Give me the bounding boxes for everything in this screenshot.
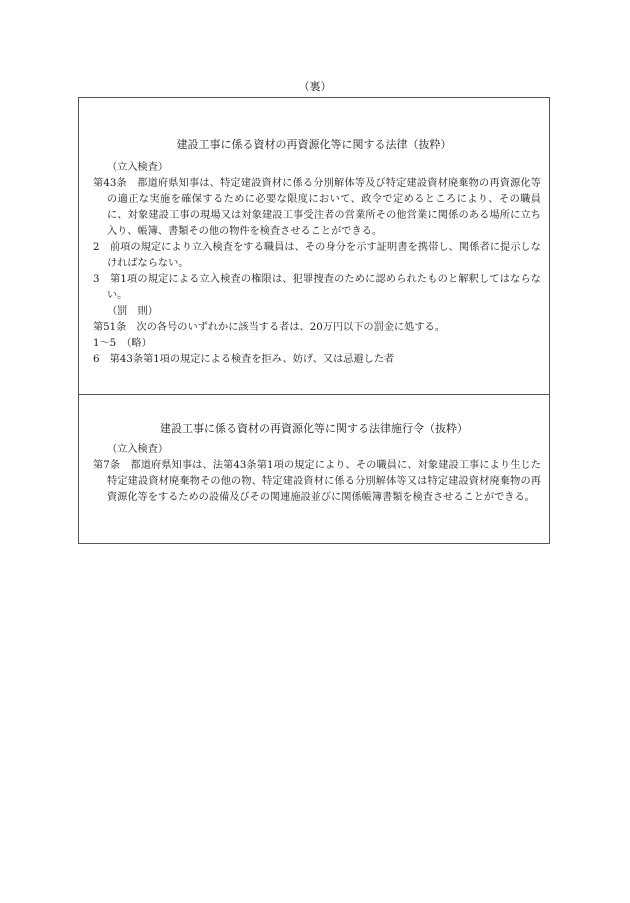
- heading-on-site-inspection: （立入検査）: [107, 162, 169, 173]
- ordinance-heading-on-site-inspection: （立入検査）: [107, 444, 169, 455]
- law-content: [79, 160, 549, 368]
- ordinance-title: 建設工事に係る資材の再資源化等に関する法律施行令（抜粋）: [160, 422, 468, 435]
- law-title: 建設工事に係る資材の再資源化等に関する法律（抜粋）: [176, 138, 452, 151]
- ordinance-article-7: 第7条 都道府県知事は、法第43条第1項の規定により、その職員に、対象建設工事により生じた特定建設資材廃棄物その他の物、特定建設資材に係る分別解体等又は特定建設資材廃棄物の再資源化等をするための設備及びその関連施設並びに関係帳簿書類を検査させることができる。: [93, 460, 541, 503]
- article-51: 第51条 次の各号のいずれかに該当する者は、20万円以下の罰金に処する。: [93, 322, 445, 333]
- article-43-paragraph-3: 3 第1項の規定による立入検査の権限は、犯罪捜査のために認められたものと解釈してはならない。: [93, 274, 541, 301]
- ordinance-content: [79, 442, 549, 506]
- law-excerpt-box: [78, 97, 550, 395]
- heading-penalty: （罰 則）: [107, 306, 158, 317]
- ordinance-excerpt-box: [78, 395, 550, 544]
- article-51-items-1-5: 1～5 （略）: [93, 338, 152, 349]
- page-side-label: （裏）: [298, 80, 332, 93]
- article-51-item-6: 6 第43条第1項の規定による検査を拒み、妨げ、又は忌避した者: [93, 354, 395, 365]
- article-43-paragraph-2: 2 前項の規定により立入検査をする職員は、その身分を示す証明書を携帯し、関係者に提示しなければならない。: [93, 242, 541, 269]
- article-43: 第43条 都道府県知事は、特定建設資材に係る分別解体等及び特定建設資材廃棄物の再資源化等の適正な実施を確保するために必要な限度において、政令で定めるところにより、その職員に、対象建設工事の現場又は対象建設工事受注者の営業所その他営業に関係のある場所に立ち入り、帳簿、書類その他の物件を検査させることができる。: [93, 178, 541, 237]
